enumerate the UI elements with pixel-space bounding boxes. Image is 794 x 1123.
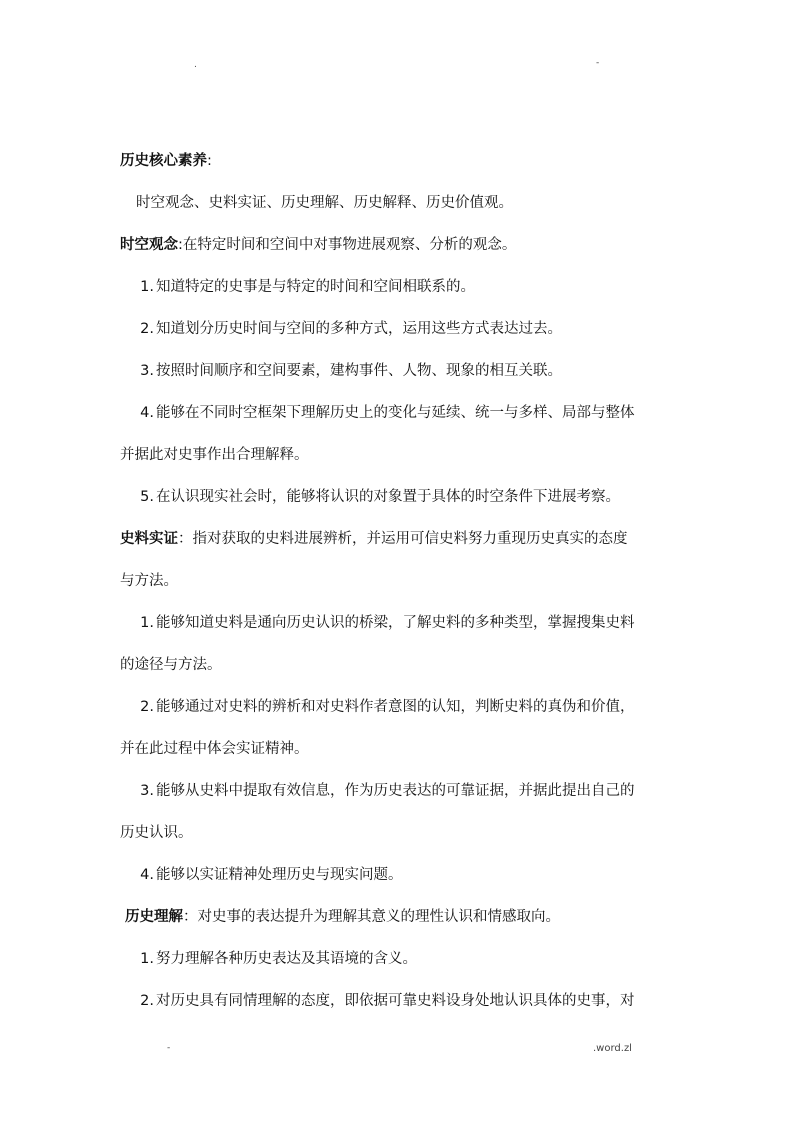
list-item-text: 按照时间顺序和空间要素，建构事件、人物、现象的相互关联。 bbox=[156, 363, 562, 379]
section-heading-spacetime bbox=[120, 232, 678, 274]
list-item-number: 2. bbox=[140, 993, 154, 1009]
list-item bbox=[120, 484, 678, 526]
section-heading-evidence bbox=[120, 526, 678, 568]
list-item bbox=[120, 946, 678, 988]
list-item bbox=[120, 358, 678, 400]
heading-description: ：指对获取的史料进展辨析，并运用可信史料努力重现历史真实的态度 bbox=[178, 531, 628, 547]
list-item-number: 2. bbox=[140, 699, 154, 715]
list-item bbox=[120, 316, 678, 358]
heading-title: 历史理解 bbox=[125, 909, 183, 925]
list-item bbox=[120, 862, 678, 904]
list-item-text: 能够从史料中提取有效信息，作为历史表达的可靠证据，并据此提出自己的 bbox=[156, 783, 635, 799]
list-item-text: 能够通过对史料的辨析和对史料作者意图的认知，判断史料的真伪和价值， bbox=[156, 699, 635, 715]
list-item-text: 在认识现实社会时，能够将认识的对象置于具体的时空条件下进展考察。 bbox=[156, 489, 620, 505]
footer-right-mark: .word.zl bbox=[593, 1043, 632, 1054]
heading-title: 时空观念 bbox=[120, 237, 178, 253]
heading-title: 历史核心素养 bbox=[120, 153, 207, 169]
list-item-number: 1. bbox=[140, 951, 154, 967]
section-heading-understanding bbox=[120, 904, 678, 946]
heading-description-continuation: 与方法。 bbox=[120, 573, 178, 589]
footer-left-mark: - bbox=[167, 1043, 171, 1053]
list-item-text: 努力理解各种历史表达及其语境的含义。 bbox=[156, 951, 417, 967]
list-item bbox=[120, 400, 678, 442]
list-item bbox=[120, 988, 678, 1030]
list-item-text: 知道划分历史时间与空间的多种方式，运用这些方式表达过去。 bbox=[156, 321, 562, 337]
list-item-number: 2. bbox=[140, 321, 154, 337]
list-item-number: 3. bbox=[140, 783, 154, 799]
list-item-number: 5. bbox=[140, 489, 154, 505]
list-item bbox=[120, 610, 678, 652]
list-item-text: 对历史具有同情理解的态度，即依据可靠史料设身处地认识具体的史事，对 bbox=[156, 993, 635, 1009]
header-left-mark: . bbox=[194, 60, 197, 70]
heading-description: ：对史事的表达提升为理解其意义的理性认识和情感取向。 bbox=[183, 909, 560, 925]
section-heading-core-literacy bbox=[120, 148, 678, 190]
list-item-continuation: 的途径与方法。 bbox=[120, 657, 222, 673]
list-item-continuation: 历史认识。 bbox=[120, 825, 193, 841]
heading-title: 史料实证 bbox=[120, 531, 178, 547]
list-item bbox=[120, 778, 678, 820]
heading-colon: : bbox=[207, 153, 212, 169]
header-right-mark: - bbox=[596, 58, 600, 68]
list-item-number: 4. bbox=[140, 405, 154, 421]
list-item-text: 能够知道史料是通向历史认识的桥梁，了解史料的多种类型，掌握搜集史料 bbox=[156, 615, 635, 631]
list-item-number: 4. bbox=[140, 867, 154, 883]
list-item-text: 能够在不同时空框架下理解历史上的变化与延续、统一与多样、局部与整体 bbox=[156, 405, 635, 421]
list-item-continuation: 并在此过程中体会实证精神。 bbox=[120, 741, 309, 757]
list-item-number: 1. bbox=[140, 615, 154, 631]
list-item-text: 知道特定的史事是与特定的时间和空间相联系的。 bbox=[156, 279, 475, 295]
heading-description: :在特定时间和空间中对事物进展观察、分析的观念。 bbox=[178, 237, 517, 253]
list-item-number: 3. bbox=[140, 363, 154, 379]
document-body bbox=[120, 148, 678, 1030]
list-item-text: 能够以实证精神处理历史与现实问题。 bbox=[156, 867, 403, 883]
list-item bbox=[120, 694, 678, 736]
core-literacy-summary: 时空观念、史料实证、历史理解、历史解释、历史价值观。 bbox=[136, 195, 513, 211]
list-item-continuation: 并据此对史事作出合理解释。 bbox=[120, 447, 309, 463]
list-item-number: 1. bbox=[140, 279, 154, 295]
list-item bbox=[120, 274, 678, 316]
